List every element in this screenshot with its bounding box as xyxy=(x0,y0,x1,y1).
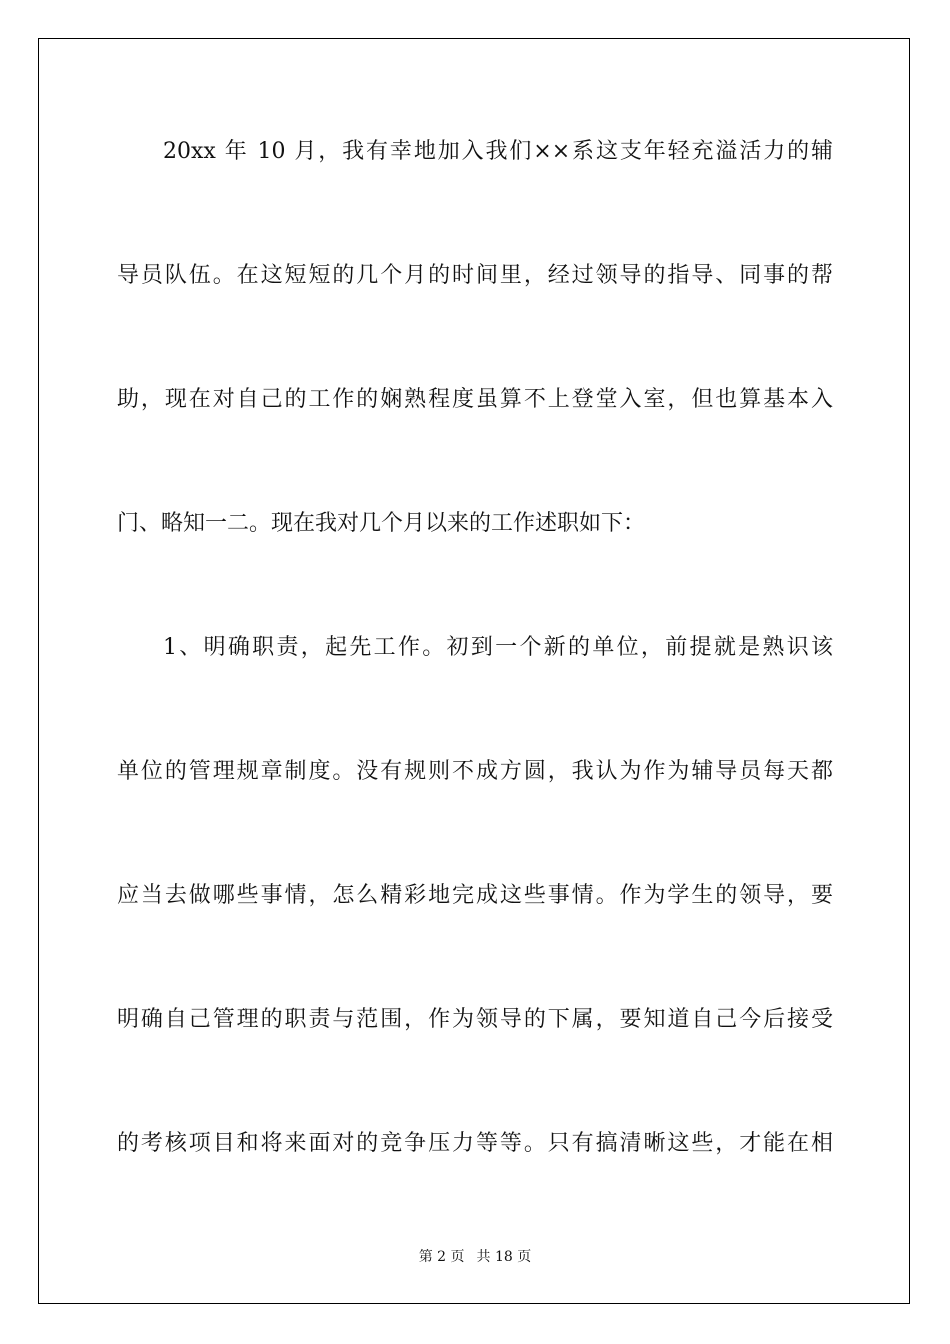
paragraph-1-line-2: 导员队伍。在这短短的几个月的时间里，经过领导的指导、同事的帮 xyxy=(117,263,833,288)
page-border xyxy=(38,38,910,1304)
page-total: 共 18 页 xyxy=(476,1249,532,1265)
paragraph-2-line-5: 的考核项目和将来面对的竞争压力等等。只有搞清晰这些，才能在相 xyxy=(117,1131,833,1156)
paragraph-2-line-4: 明确自己管理的职责与范围，作为领导的下属，要知道自己今后接受 xyxy=(117,1007,833,1032)
paragraph-2-line-1: 1、明确职责，起先工作。初到一个新的单位，前提就是熟识该 xyxy=(163,635,833,660)
paragraph-1-line-1: 20xx 年 10 月，我有幸地加入我们××系这支年轻充溢活力的辅 xyxy=(163,139,833,164)
paragraph-2-line-3: 应当去做哪些事情，怎么精彩地完成这些事情。作为学生的领导，要 xyxy=(117,883,833,908)
page-number: 第 2 页 xyxy=(418,1249,465,1265)
paragraph-1-line-3: 助，现在对自己的工作的娴熟程度虽算不上登堂入室，但也算基本入 xyxy=(117,387,833,412)
page-footer xyxy=(0,1248,950,1266)
paragraph-2-line-2: 单位的管理规章制度。没有规则不成方圆，我认为作为辅导员每天都 xyxy=(117,759,833,784)
paragraph-1-line-4: 门、略知一二。现在我对几个月以来的工作述职如下： xyxy=(117,511,646,536)
